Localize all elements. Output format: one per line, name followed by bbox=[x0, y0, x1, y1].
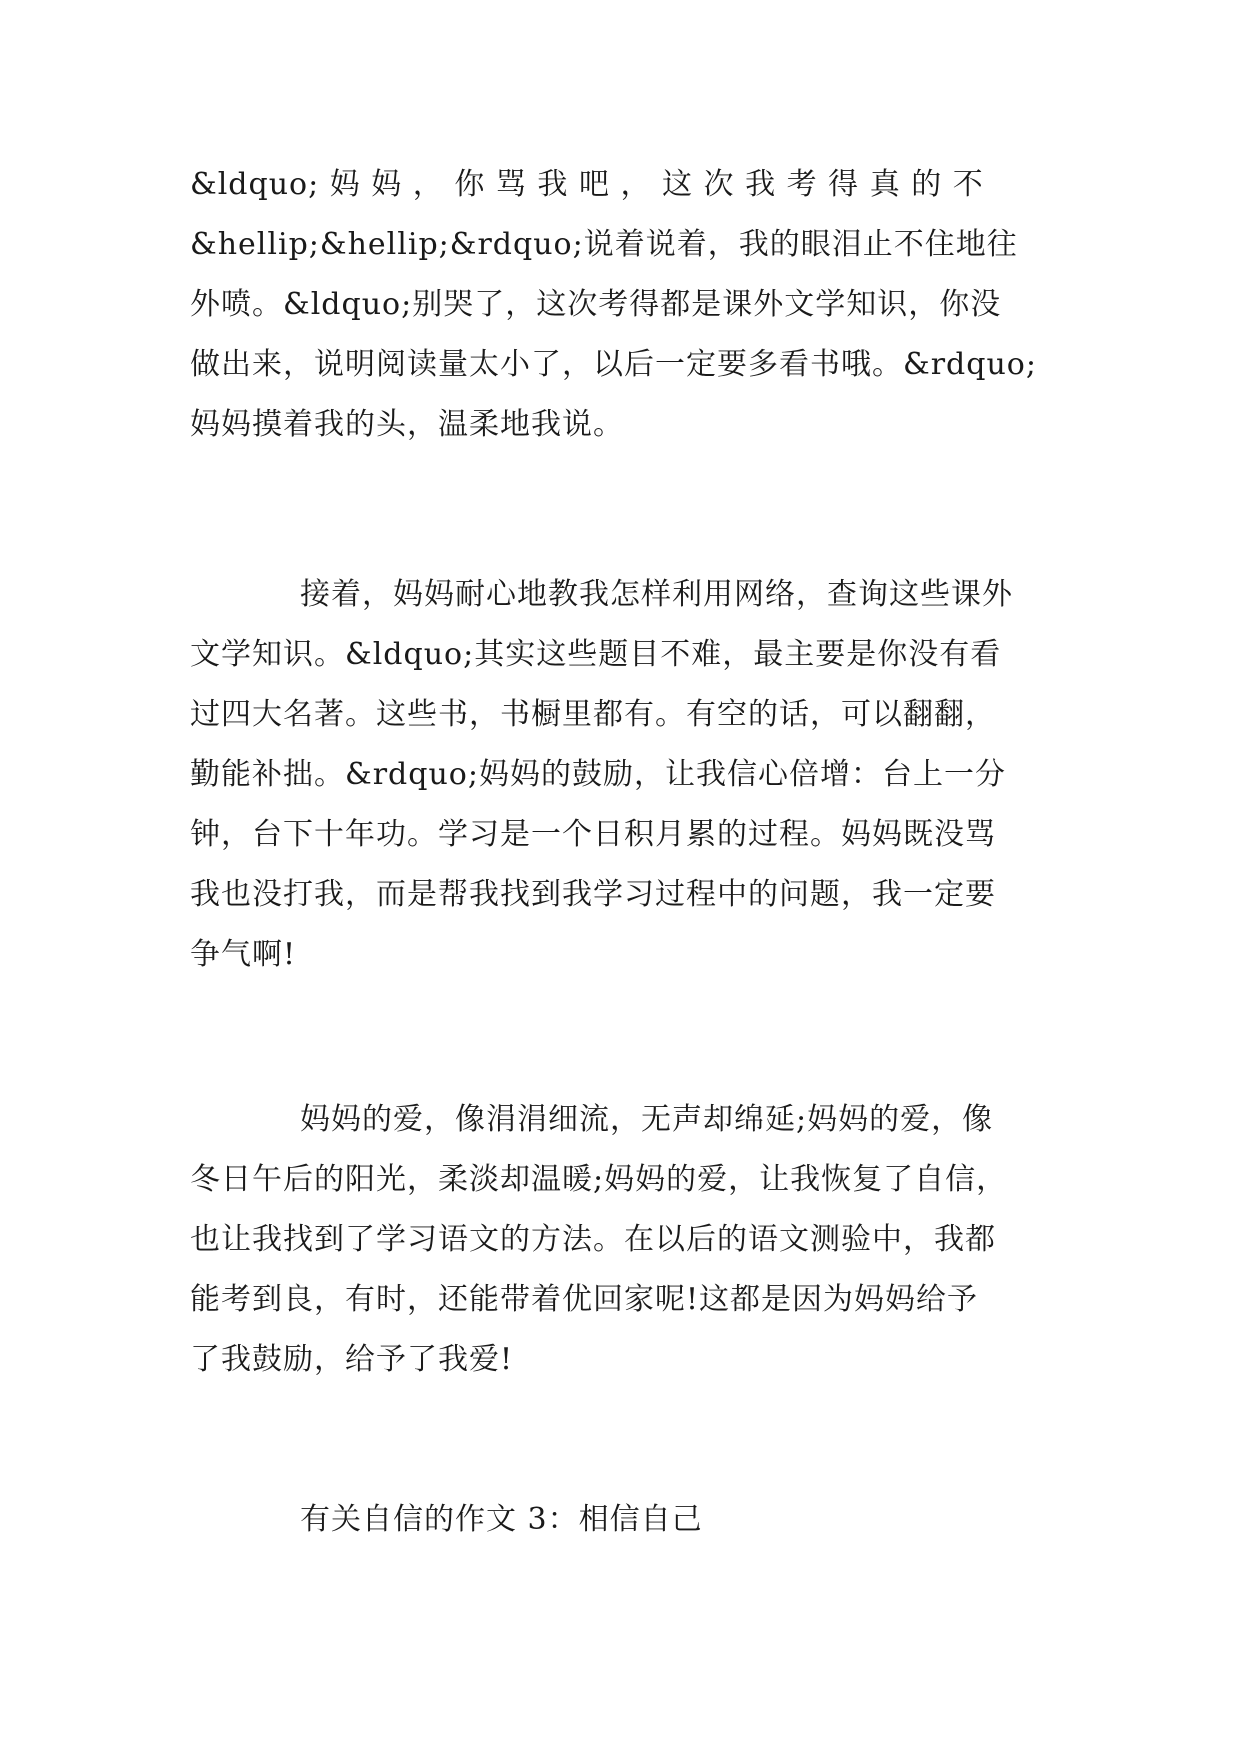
paragraph-3-line-4: 能考到良，有时，还能带着优回家呢!这都是因为妈妈给予 bbox=[190, 1282, 979, 1317]
paragraph-2-line-1: 接着，妈妈耐心地教我怎样利用网络，查询这些课外 bbox=[300, 577, 1013, 612]
paragraph-1-line-3: 外喷。&ldquo;别哭了，这次考得都是课外文学知识，你没 bbox=[190, 287, 1002, 322]
paragraph-1 bbox=[190, 155, 1050, 455]
paragraph-1-line-1: &ldquo; 妈 妈 ， 你 骂 我 吧 ， 这 次 我 考 得 真 的 不 bbox=[190, 167, 984, 202]
paragraph-2-line-3: 过四大名著。这些书，书橱里都有。有空的话，可以翻翻， bbox=[190, 697, 996, 732]
paragraph-2-line-5: 钟，台下十年功。学习是一个日积月累的过程。妈妈既没骂 bbox=[190, 817, 996, 852]
paragraph-3 bbox=[190, 1090, 1050, 1390]
paragraph-1-line-4: 做出来，说明阅读量太小了，以后一定要多看书哦。&rdquo; bbox=[190, 347, 1037, 382]
paragraph-3-line-1: 妈妈的爱，像涓涓细流，无声却绵延;妈妈的爱，像 bbox=[300, 1102, 994, 1137]
paragraph-2-line-2: 文学知识。&ldquo;其实这些题目不难，最主要是你没有看 bbox=[190, 637, 1002, 672]
paragraph-3-line-5: 了我鼓励，给予了我爱! bbox=[190, 1342, 514, 1377]
paragraph-2 bbox=[190, 565, 1050, 985]
paragraph-2-line-7: 争气啊! bbox=[190, 937, 297, 972]
section-heading: 有关自信的作文 3：相信自己 bbox=[300, 1502, 703, 1537]
paragraph-1-line-2: &hellip;&hellip;&rdquo;说着说着，我的眼泪止不住地往 bbox=[190, 227, 1018, 262]
paragraph-2-line-6: 我也没打我，而是帮我找到我学习过程中的问题，我一定要 bbox=[190, 877, 996, 912]
paragraph-1-line-5: 妈妈摸着我的头，温柔地我说。 bbox=[190, 407, 624, 442]
paragraph-3-line-2: 冬日午后的阳光，柔淡却温暖;妈妈的爱，让我恢复了自信， bbox=[190, 1162, 1008, 1197]
paragraph-2-line-4: 勤能补拙。&rdquo;妈妈的鼓励，让我信心倍增：台上一分 bbox=[190, 757, 1006, 792]
paragraph-3-line-3: 也让我找到了学习语文的方法。在以后的语文测验中，我都 bbox=[190, 1222, 996, 1257]
